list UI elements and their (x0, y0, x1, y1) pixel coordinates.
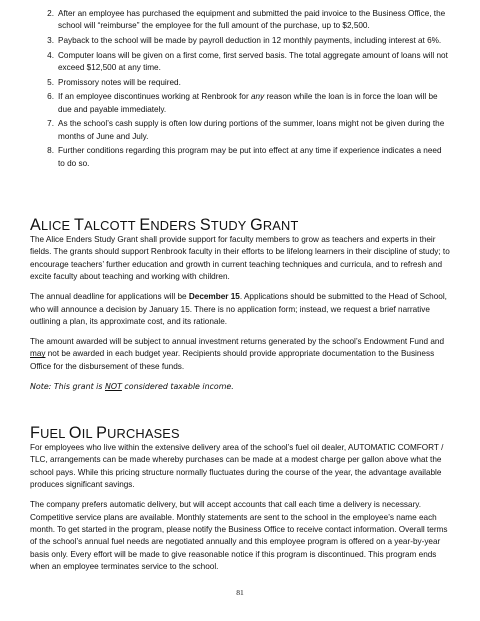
list-number: 2. (47, 9, 54, 18)
list-number: 5. (47, 77, 54, 87)
list-text: Payback to the school will be made by payroll deduction in 12 monthly payments, including interest at 6%. (58, 36, 442, 45)
list-item (38, 8, 450, 33)
heading-initial: A (30, 216, 41, 234)
note-text: considered taxable income. (121, 381, 234, 391)
list-number: 7. (47, 119, 54, 129)
grant-paragraph-deadline (30, 291, 454, 328)
section-heading (30, 426, 454, 441)
note-text: Note: This grant is (30, 381, 105, 391)
list-text: After an employee has purchased the equipment and submitted the paid invoice to the Business Office, the school will “reimburse” the employee for the full amount of the purchase, up to $2,500. (58, 9, 446, 31)
list-item (38, 91, 450, 116)
heading-word: URCHASES (107, 426, 180, 441)
paragraph-text: . Applications should be submitted to the Head of School, who will announce a decision by January 15. There is no application form; instead, we request a brief narrative outlining a plan, its approximate cost, and its rationale. (30, 292, 447, 327)
heading-initial: G (250, 216, 263, 234)
heading-initial: E (139, 216, 151, 234)
heading-word: LICE (41, 218, 71, 233)
list-number: 8. (47, 146, 54, 156)
study-grant-section (30, 218, 454, 401)
paragraph-text: The annual deadline for applications will be (30, 292, 189, 302)
heading-initial: F (30, 424, 41, 442)
heading-word: NDERS (150, 218, 197, 233)
list-item (38, 145, 450, 170)
list-text: Computer loans will be given on a first come, first served basis. The total aggregate amount of loans will not exceed $12,500 at any time. (58, 50, 448, 72)
list-text-b: reason while the loan is in force the loan will be due and payable immediately. (58, 92, 438, 114)
paragraph-text: not be awarded in each budget year. Recipients should provide appropriate documentation to the Business Office for the disbursement of these funds. (30, 349, 435, 371)
heading-initial: P (96, 424, 108, 442)
heading-word: RANT (262, 218, 299, 233)
fuel-paragraph-intro: For employees who live within the extensive delivery area of the school’s fuel oil dealer, AUTOMATIC COMFORT / TLC, arrangements can be made whereby purchases can be made at a modest charge per gallon above what the school pays. While this pricing structure normally fluctuates during the course of the year, the advantage available produces significant savings. (30, 443, 444, 490)
section-heading (30, 218, 454, 233)
heading-word: ALCOTT (84, 218, 136, 233)
list-text: As the school’s cash supply is often low during portions of the summer, loans might not be given during the months of June and July. (58, 119, 445, 141)
grant-paragraph-purpose: The Alice Enders Study Grant shall provide support for faculty members to grow as teachers and experts in their fields. The grants should support Renbrook faculty in their efforts to be lifelong learners in their discipline of study; to encourage teachers’ further education and growth in current teaching techniques and curricula, and to refresh and excite faculty about teaching and working with children. (30, 235, 450, 282)
underlined-word: may (30, 349, 46, 359)
grant-paragraph-amount (30, 336, 454, 373)
list-item (38, 118, 450, 143)
list-text: Promissory notes will be required. (58, 77, 181, 87)
page-number: 81 (236, 588, 244, 597)
fuel-oil-section (30, 426, 454, 581)
heading-word: IL (81, 426, 93, 441)
loan-conditions-list (38, 8, 450, 172)
note-underlined: NOT (104, 381, 122, 391)
heading-word: UEL (40, 426, 66, 441)
list-item (38, 77, 450, 89)
list-number: 3. (47, 36, 54, 45)
list-text-emphasis: any (250, 92, 265, 102)
heading-initial: S (199, 216, 211, 234)
list-text: Further conditions regarding this program may be put into effect at any time if experience indicates a need to do so. (58, 146, 442, 168)
list-text-a: If an employee discontinues working at Renbrook for (58, 92, 251, 102)
fuel-paragraph-terms: The company prefers automatic delivery, but will accept accounts that call each time a delivery is necessary. Competitive service plans are available. Monthly statements are sent to the school in the employee’s name each month. To get started in the program, please notify the Business Office to receive contact information. Overall terms of the school’s annual fuel needs are negotiated annually and this employee program is offered on a year-by-year basis only. Every effort will be made to give reasonable notice if this program is discontinued. This program ends when an employee terminates service to the school. (30, 500, 448, 572)
heading-word: TUDY (210, 218, 247, 233)
deadline-date: December 15 (188, 292, 240, 302)
list-item (38, 35, 450, 47)
paragraph-text: The amount awarded will be subject to annual investment returns generated by the school’s Endowment Fund and (30, 337, 445, 347)
list-number: 6. (47, 92, 54, 102)
heading-initial: T (74, 216, 85, 234)
list-number: 4. (47, 50, 54, 60)
heading-initial: O (68, 424, 82, 442)
list-item (38, 50, 450, 75)
tax-note (30, 381, 454, 393)
